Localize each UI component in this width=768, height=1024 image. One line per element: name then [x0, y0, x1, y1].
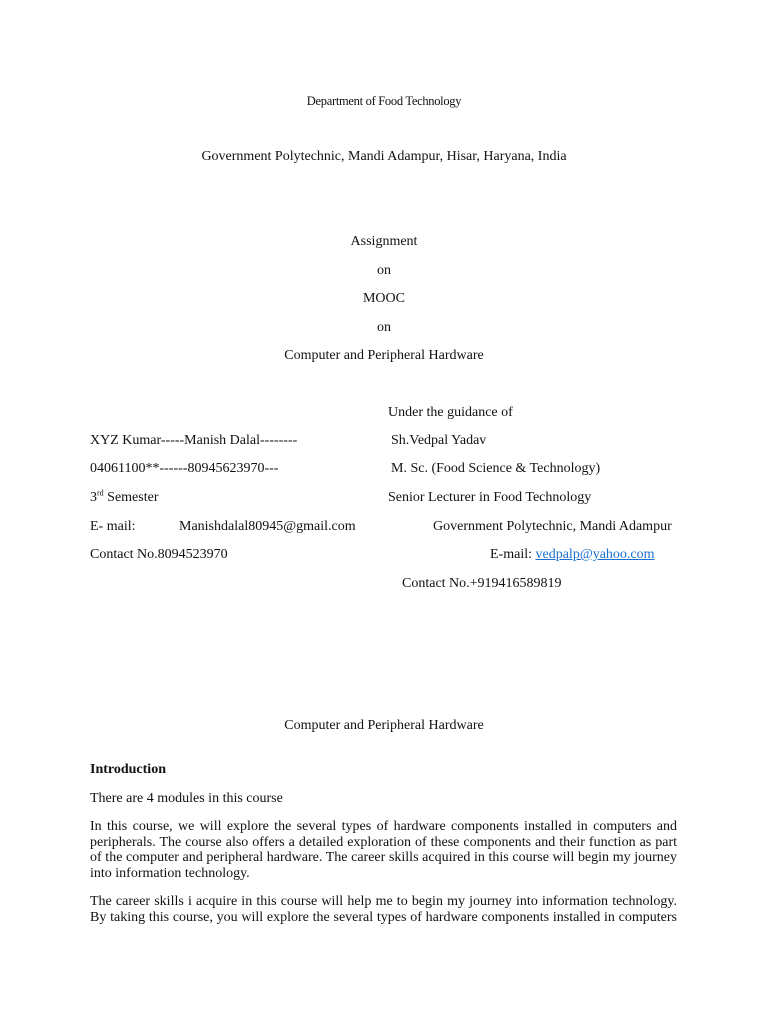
semester-text: Semester: [103, 490, 159, 505]
guide-name: Sh.Vedpal Yadav: [391, 433, 487, 448]
student-email: Manishdalal80945@gmail.com: [179, 519, 356, 534]
section-title: Computer and Peripheral Hardware: [284, 718, 484, 733]
introduction-heading: [90, 762, 166, 778]
guide-email-link[interactable]: vedpalp@yahoo.com: [535, 547, 655, 562]
semester-number: 3: [90, 490, 97, 505]
title-line-on-2: on: [377, 320, 391, 335]
guide-heading: Under the guidance of: [388, 405, 513, 420]
title-line-mooc: MOOC: [362, 291, 405, 306]
guide-designation: Senior Lecturer in Food Technology: [388, 490, 592, 505]
title-line-assignment: Assignment: [350, 234, 418, 249]
intro-paragraph-2: The career skills i acquire in this course will help me to begin my journey into information technology. By taking this course, you will explore the several types of hardware components installed in computers: [90, 894, 677, 925]
modules-line: There are 4 modules in this course: [90, 791, 283, 806]
student-semester: [90, 490, 159, 506]
intro-paragraph-1: In this course, we will explore the several types of hardware components installed in computers and peripherals. The course also offers a detailed exploration of these components and their function as part of the computer and peripheral hardware. The career skills acquired in this course will begin my journey into information technology.: [90, 819, 677, 881]
guide-qualification: M. Sc. (Food Science & Technology): [391, 461, 601, 476]
student-name: XYZ Kumar-----Manish Dalal--------: [90, 433, 298, 448]
institution-heading: Government Polytechnic, Mandi Adampur, Hisar, Haryana, India: [201, 149, 567, 164]
guide-email-line: [490, 547, 655, 563]
department-heading: Department of Food Technology: [306, 94, 462, 108]
guide-email-label: E-mail:: [490, 547, 536, 562]
title-line-on: on: [377, 263, 391, 278]
introduction-heading-text: Introduction: [90, 762, 166, 777]
student-contact: Contact No.8094523970: [90, 547, 228, 562]
guide-institution: Government Polytechnic, Mandi Adampur: [433, 519, 672, 534]
semester-suffix: rd: [97, 488, 104, 498]
student-email-label: E- mail:: [90, 519, 136, 534]
guide-contact: Contact No.+919416589819: [402, 576, 562, 591]
title-line-course: Computer and Peripheral Hardware: [284, 348, 484, 363]
student-roll: 04061100**------80945623970---: [90, 461, 279, 476]
